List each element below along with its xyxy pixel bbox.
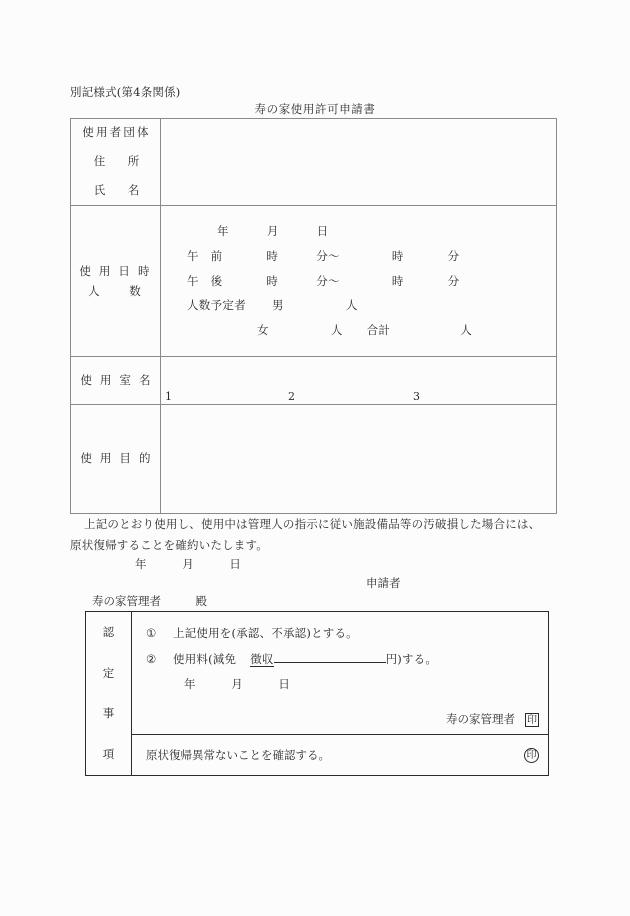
label-total: 合計 <box>366 323 391 338</box>
label-male: 男 <box>272 298 284 313</box>
label-am-minute-to: 分〜 <box>316 248 340 263</box>
submission-date-line[interactable]: 年 月 日 <box>135 557 242 571</box>
label-expected-headcount: 人数予定者 <box>187 298 246 313</box>
room-number-2: 2 <box>288 390 295 403</box>
label-address-char-2: 所 <box>127 154 140 169</box>
approval-final-row <box>132 735 548 775</box>
table-row-room <box>71 357 557 405</box>
approval-manager-label: 寿の家管理者 <box>446 712 515 726</box>
datetime-label-stack <box>71 261 160 301</box>
label-pm-minute-to: 分〜 <box>316 273 340 288</box>
seal-circle-icon[interactable]: 印 <box>524 748 539 763</box>
label-address <box>71 153 160 171</box>
approval-body-cell <box>132 612 549 735</box>
label-am-hour: 時 <box>266 248 279 263</box>
applicant-label: 申請者 <box>366 576 401 590</box>
datetime-input-cell[interactable] <box>161 206 557 357</box>
room-input-cell[interactable] <box>161 357 557 405</box>
seal-square-icon[interactable]: 印 <box>527 715 537 726</box>
label-name-char-1: 氏 <box>93 182 106 197</box>
room-number-markers <box>161 388 556 403</box>
label-name <box>71 182 160 200</box>
table-row-datetime <box>71 206 557 357</box>
approval-vertical-label <box>86 613 131 775</box>
label-pm-hour: 時 <box>266 273 279 288</box>
label-pm-minute-2: 分 <box>447 273 460 288</box>
document-title: 寿の家使用許可申請書 <box>254 102 376 116</box>
party-label-stack <box>71 119 160 205</box>
approval-vertical-label-cell <box>86 612 132 776</box>
room-label-cell <box>71 357 161 405</box>
approval-row-final <box>86 735 549 776</box>
declaration-line-2: 原状復帰することを確約いたします。 <box>70 538 268 553</box>
approval-item-1-number: ① <box>146 626 157 640</box>
approval-label-char-4: 項 <box>102 746 115 761</box>
datetime-row-pm <box>187 269 556 294</box>
label-month: 月 <box>266 224 279 239</box>
approval-item-1-text: 上記使用を(承認、不承認)とする。 <box>173 626 358 640</box>
datetime-row-date <box>187 219 556 244</box>
label-am-minute-2: 分 <box>447 248 460 263</box>
datetime-row-male <box>187 293 556 318</box>
label-name-char-2: 名 <box>127 182 140 197</box>
table-row-party <box>71 119 557 206</box>
approval-signature-block <box>446 711 539 727</box>
approval-fee-collect-label: 徴収 <box>250 651 274 666</box>
form-code: 別記様式(第4条関係) <box>70 85 181 99</box>
table-row-purpose <box>71 405 557 514</box>
application-main-table <box>70 118 557 514</box>
approval-row-main <box>86 612 549 735</box>
declaration-line-1: 上記のとおり使用し、使用中は管理人の指示に従い施設備品等の汚破損した場合には、 <box>84 517 541 531</box>
label-year: 年 <box>217 224 229 239</box>
approval-label-char-3: 事 <box>102 706 115 720</box>
label-am: 午 前 <box>187 248 223 263</box>
label-pm-hour-2: 時 <box>391 273 404 288</box>
datetime-row-female <box>187 318 556 343</box>
datetime-fields <box>161 206 556 356</box>
label-day: 日 <box>316 224 329 239</box>
label-purpose: 使 用 目 的 <box>80 451 153 466</box>
label-headcount: 人 数 <box>88 284 143 298</box>
datetime-row-am <box>187 244 556 269</box>
approval-item-2-prefix: 使用料(減免 <box>173 651 237 666</box>
approval-fee-amount-input[interactable] <box>274 662 386 663</box>
approval-item-1[interactable] <box>146 621 548 647</box>
room-number-3: 3 <box>413 390 420 403</box>
approval-item-2[interactable] <box>146 647 548 673</box>
approval-final-cell <box>132 735 549 776</box>
approval-fee-yen-suffix: 円)する。 <box>385 651 438 666</box>
approval-label-char-1: 認 <box>102 625 115 639</box>
label-room-name: 使 用 室 名 <box>80 372 153 387</box>
approval-body <box>132 612 548 734</box>
label-total-counter: 人 <box>460 323 473 338</box>
addressee-label: 寿の家管理者 殿 <box>92 594 207 608</box>
label-address-char-1: 住 <box>93 154 106 169</box>
label-female-counter: 人 <box>330 323 343 338</box>
declaration-text <box>70 514 570 557</box>
label-male-counter: 人 <box>345 298 358 313</box>
label-am-hour-2: 時 <box>391 248 404 263</box>
approval-label-char-2: 定 <box>102 665 115 680</box>
approval-item-2-number: ② <box>146 651 157 666</box>
approval-final-text: 原状復帰異常ないことを確認する。 <box>146 748 330 762</box>
approval-date-line[interactable]: 年 月 日 <box>184 676 291 691</box>
label-user-organization: 使用者団体 <box>82 125 151 140</box>
party-input-cell[interactable] <box>161 119 557 206</box>
room-number-1: 1 <box>165 390 172 403</box>
approval-table <box>85 611 549 776</box>
purpose-label-cell <box>71 405 161 514</box>
label-female: 女 <box>257 323 269 338</box>
label-use-datetime: 使 用 日 時 <box>79 263 152 278</box>
label-pm: 午 後 <box>187 273 223 288</box>
purpose-input-cell[interactable] <box>161 405 557 514</box>
party-label-cell <box>71 119 161 206</box>
datetime-label-cell <box>71 206 161 357</box>
